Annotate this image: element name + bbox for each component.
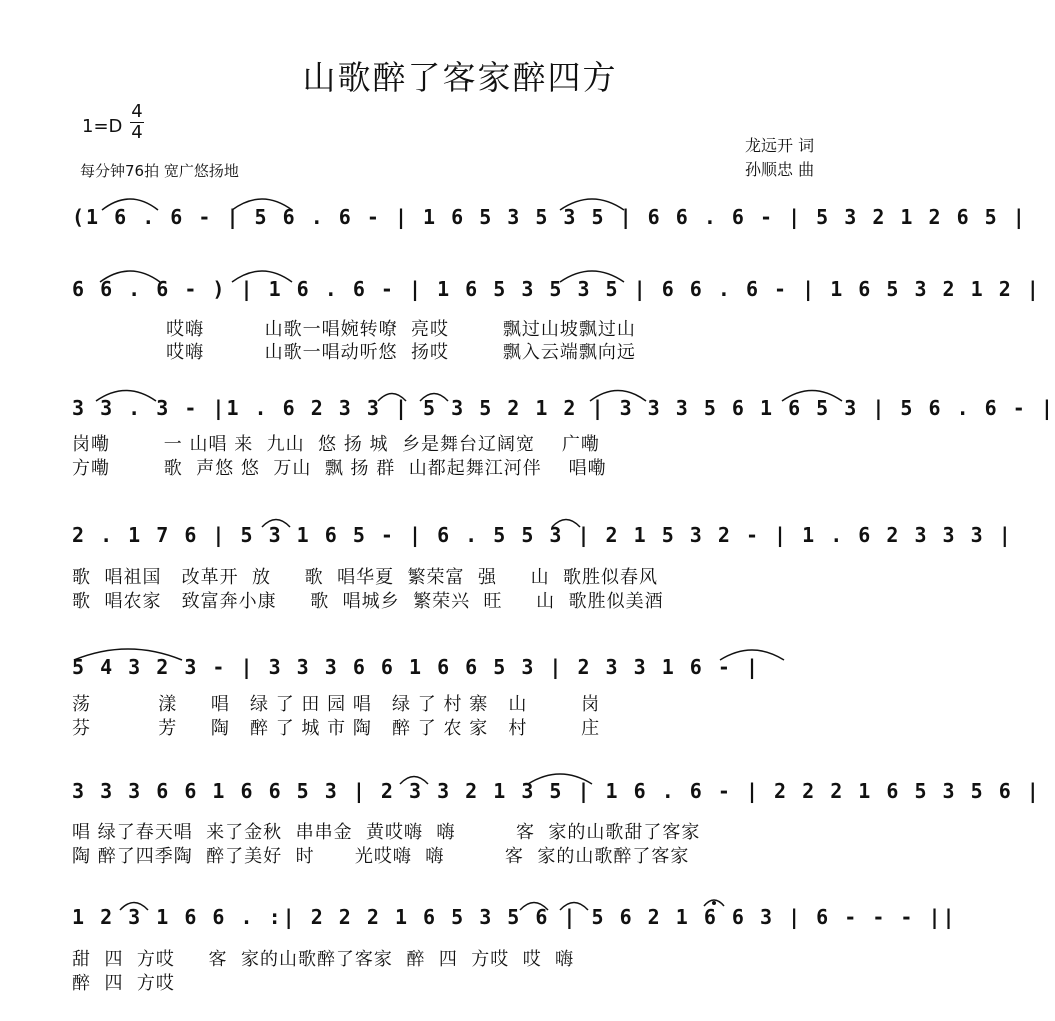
tempo-marking: 每分钟76拍 宽广悠扬地 (80, 162, 239, 180)
lyrics-verse-1: 唱 绿了春天唱 来了金秋 串串金 黄哎嗨 嗨 客 家的山歌甜了客家 (72, 822, 701, 843)
lyrics-verse-2: 方嘞 歌 声悠 悠 万山 飘 扬 群 山都起舞江河伴 唱嘞 (72, 458, 607, 479)
lyrics-verse-2: 芬 芳 陶 醉 了 城 市 陶 醉 了 农 家 村 庄 (72, 718, 601, 739)
notation-line: 6 6 . 6 - ) | 1 6 . 6 - | 1 6 5 3 5 3 5 | 6 6 . 6 - | 1 6 5 3 2 1 2 | (72, 277, 1041, 301)
notation-line: 2 . 1 7 6 | 5 3 1 6 5 - | 6 . 5 5 3 | 2 1 5 3 2 - | 1 . 6 2 3 3 3 | (72, 523, 1013, 547)
time-signature (130, 102, 144, 143)
song-title: 山歌醉了客家醉四方 (302, 58, 618, 97)
notation-line: 5 4 3 2 3 - | 3 3 3 6 6 1 6 6 5 3 | 2 3 3 1 6 - | (72, 655, 761, 679)
lyrics-verse-2: 歌 唱农家 致富奔小康 歌 唱城乡 繁荣兴 旺 山 歌胜似美酒 (72, 591, 664, 612)
lyrics-verse-1: 荡 漾 唱 绿 了 田 园 唱 绿 了 村 寨 山 岗 (72, 694, 601, 715)
lyrics-verse-1: 哎嗨 山歌一唱婉转嘹 亮哎 飘过山坡飘过山 (72, 319, 636, 340)
lyrics-verse-2: 哎嗨 山歌一唱动听悠 扬哎 飘入云端飘向远 (72, 342, 636, 363)
lyrics-verse-1: 甜 四 方哎 客 家的山歌醉了客家 醉 四 方哎 哎 嗨 (72, 949, 575, 970)
notation-line: 3 3 3 6 6 1 6 6 5 3 | 2 3 3 2 1 3 5 | 1 6 . 6 - | 2 2 2 1 6 5 3 5 6 | (72, 779, 1041, 803)
lyricist-credit: 龙远开 词 (745, 136, 815, 155)
time-signature-top: 4 (131, 101, 143, 122)
key-signature: 1=D (82, 116, 123, 137)
notation-line: 3 3 . 3 - |1 . 6 2 3 3 | 5 3 5 2 1 2 | 3 3 3 5 6 1 6 5 3 | 5 6 . 6 - | (72, 396, 1055, 420)
composer-credit: 孙顺忠 曲 (745, 160, 815, 179)
lyrics-verse-1: 歌 唱祖国 改革开 放 歌 唱华夏 繁荣富 强 山 歌胜似春风 (72, 567, 659, 588)
notation-line: (1 6 . 6 - | 5 6 . 6 - | 1 6 5 3 5 3 5 | 6 6 . 6 - | 5 3 2 1 2 6 5 | (72, 205, 1027, 229)
notation-line: 1 2 3 1 6 6 . :| 2 2 2 1 6 5 3 5 6 | 5 6 2 1 6 6 3 | 6 - - - || (72, 905, 957, 929)
lyrics-verse-2: 醉 四 方哎 (72, 973, 175, 994)
lyrics-verse-2: 陶 醉了四季陶 醉了美好 时 光哎嗨 嗨 客 家的山歌醉了客家 (72, 846, 690, 867)
lyrics-verse-1: 岗嘞 一 山唱 来 九山 悠 扬 城 乡是舞台辽阔宽 广嘞 (72, 434, 600, 455)
time-signature-bottom: 4 (131, 122, 143, 143)
